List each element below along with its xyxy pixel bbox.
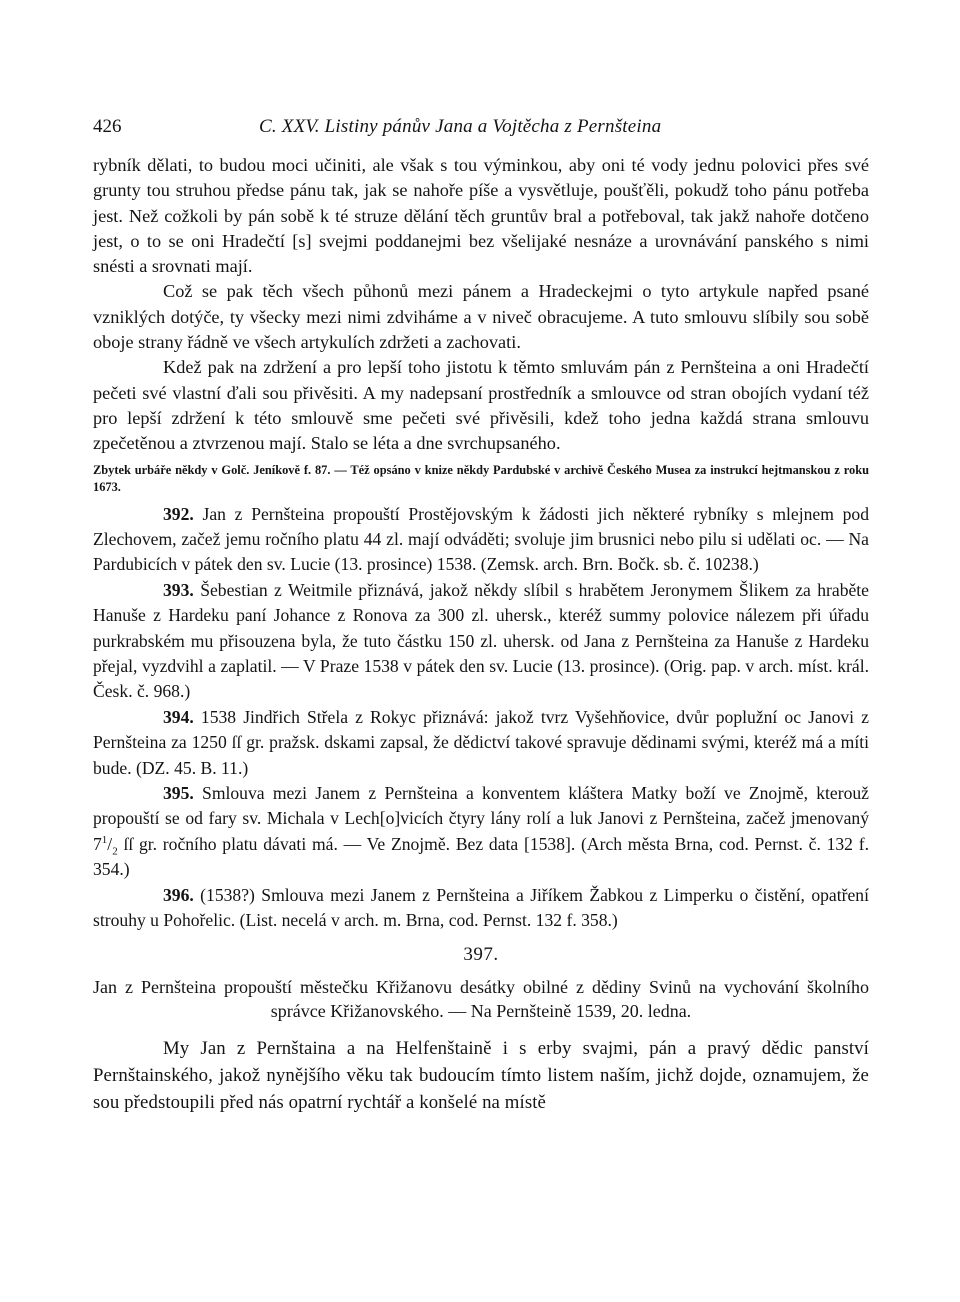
regest-text: Jan z Pernšteina propouští Prostějovským k žádosti jich některé rybníky s mlejnem pod Zlechovem, začež jemu ročního platu 44 zl. mají odváděti; svoluje jim brusnici nebo pilu si udělati oc. — Na Pardubicích v pátek den sv. Lucie (13. prosince) 1538. (Zemsk. arch. Brn. Bočk. sb. č. 10238.) (93, 503, 869, 575)
document-number: 397. (463, 944, 499, 966)
regest-entry (93, 705, 869, 781)
page-number: 426 (93, 116, 122, 137)
running-head (93, 112, 869, 142)
regest-text: ſſ gr. ročního platu dávati má. — Ve Znojmě. Bez data [1538]. (Arch města Brna, cod. Pernst. č. 132 f. 354.) (93, 833, 869, 880)
regest-list (93, 502, 869, 934)
regest-text: Smlouva mezi Janem z Pernšteina a konventem kláštera Matky boží ve Znojmě, kterouž propouští se od fary sv. Michala v Lech[o]vicích čtyry lány rolí a luk Janovi z Pernšteina, začež jmenovaný 7 (93, 783, 869, 854)
regest-entry (93, 883, 869, 934)
document-heading: Jan z Pernšteina propouští městečku Křižanovu desátky obilné z dědiny Svinů na vychování školního správce Křižanovského. — Na Pernšteině 1539, 20. ledna. (93, 977, 869, 1021)
paragraph: Kdež pak na zdržení a pro lepší toho jistotu k těmto smluvám pán z Pernšteina a oni Hradečtí pečeti své vlastní ďali sou přivěsiti. A my nadepsaní prostředník a smlouvce od stran obojích vydaní též pro lepší zdržení k této smlouvě sme pečeti své přivěsili, kdež toho jedna každá strana smlouvu zpečetěnou a ztvrzenou mají. Stalo se léta a dne svrchupsaného. (93, 357, 869, 454)
regest-number: 395. (163, 783, 194, 804)
regest-text: Šebestian z Weitmile přiznává, jakož někdy slíbil s hrabětem Jeronymem Šlikem za hraběte Hanuše z Hardeku paní Johance z Ronova za 300 zl. uhersk., kteréž summy polovice nálezem při úřadu purkrabském mu přisouzena byla, že tuto částku 150 zl. uhersk. od Jana z Pernšteina za Hanuše z Hardeku přejal, vyzdvihl a zaplatil. — V Praze 1538 v pátek den sv. Lucie (13. prosince). (Orig. pap. v arch. míst. král. Česk. č. 968.) (93, 579, 869, 702)
regest-entry: 395. Smlouva mezi Janem z Pernšteina a konventem kláštera Matky boží ve Znojmě, kterouž propouští se od fary sv. Michala v Lech[o]vicích čtyry lány rolí a luk Janovi z Pernšteina, začež jmenovaný $7^1/_2$ ſſ gr. ročního platu dávati má. — Ve Znojmě. Bez data [1538]. (Arch města Brna, cod. Pernst. č. 132 f. 354.) (93, 783, 869, 880)
regest-entry (93, 502, 869, 578)
regest-number: 396. (163, 884, 194, 905)
document-opening: My Jan z Pernštaina a na Helfenštaině i s erby svajmi, pán a pravý dědic panství Pernštainského, jakož nynějšího věku tak budoucím tímto listem naším, jichž dojde, oznamujem, že sou předstoupili před nás opatrní rychtář a konšelé na místě (93, 1038, 869, 1114)
regest-number: 393. (163, 579, 194, 600)
regest-number: 394. (163, 706, 194, 727)
regest-text: 1538 Jindřich Střela z Rokyc přiznává: jakož tvrz Vyšehňovice, dvůr poplužní oc Janovi z Pernšteina za 1250 ſſ gr. pražsk. dskami zapsal, že dědictví takové spravuje dědinami svými, kteréž má a míti bude. (DZ. 45. B. 11.) (93, 706, 869, 778)
regest-entry (93, 578, 869, 705)
running-title: C. XXV. Listiny pánův Jana a Vojtěcha z Pernšteina (259, 116, 662, 137)
document-page (93, 112, 869, 1116)
regest-number: 392. (163, 503, 194, 524)
fraction-denominator: 2 (112, 845, 118, 858)
source-note: Zbytek urbáře někdy v Golč. Jeníkově f. 87. — Též opsáno v knize někdy Pardubské v archivě Českého Musea za instrukcí hejtmanskou z roku 1673. (93, 462, 869, 495)
paragraph: Což se pak těch všech půhonů mezi pánem a Hradeckejmi o tyto artykule napřed psané vzniklých dotýče, ty všecky mezi nimi zdviháme a v niveč obracujeme. A tuto smlouvu slíbily sou sobě oboje strany řádně ve všech artykulích zdržeti a zachovati. (93, 281, 869, 353)
fraction-numerator: 1 (101, 833, 108, 846)
regest-text: (1538?) Smlouva mezi Janem z Pernšteina a Jiříkem Žabkou z Limperku o čistění, opatření strouhy u Pohořelic. (List. necelá v arch. m. Brna, cod. Pernst. 132 f. 358.) (93, 884, 869, 931)
paragraph-continuation: rybník dělati, to budou moci učiniti, ale však s tou výminkou, aby oni té vody jednu polovici přes své grunty tou struhou předse pánu tak, jak se nahoře píše a vysvětluje, poušťěli, pokudž toho pánu potřeba jest. Než cožkoli by pán sobě k té struze dělání těch gruntův bral a potřeboval, tak jakž nahoře dotčeno jest, o to se oni Hradečtí [s] svejmi poddanejmi bez všelijaké nesnáze a urovnávání panského s nimi snésti a srovnati mají. (93, 155, 869, 277)
body-text (93, 153, 869, 497)
